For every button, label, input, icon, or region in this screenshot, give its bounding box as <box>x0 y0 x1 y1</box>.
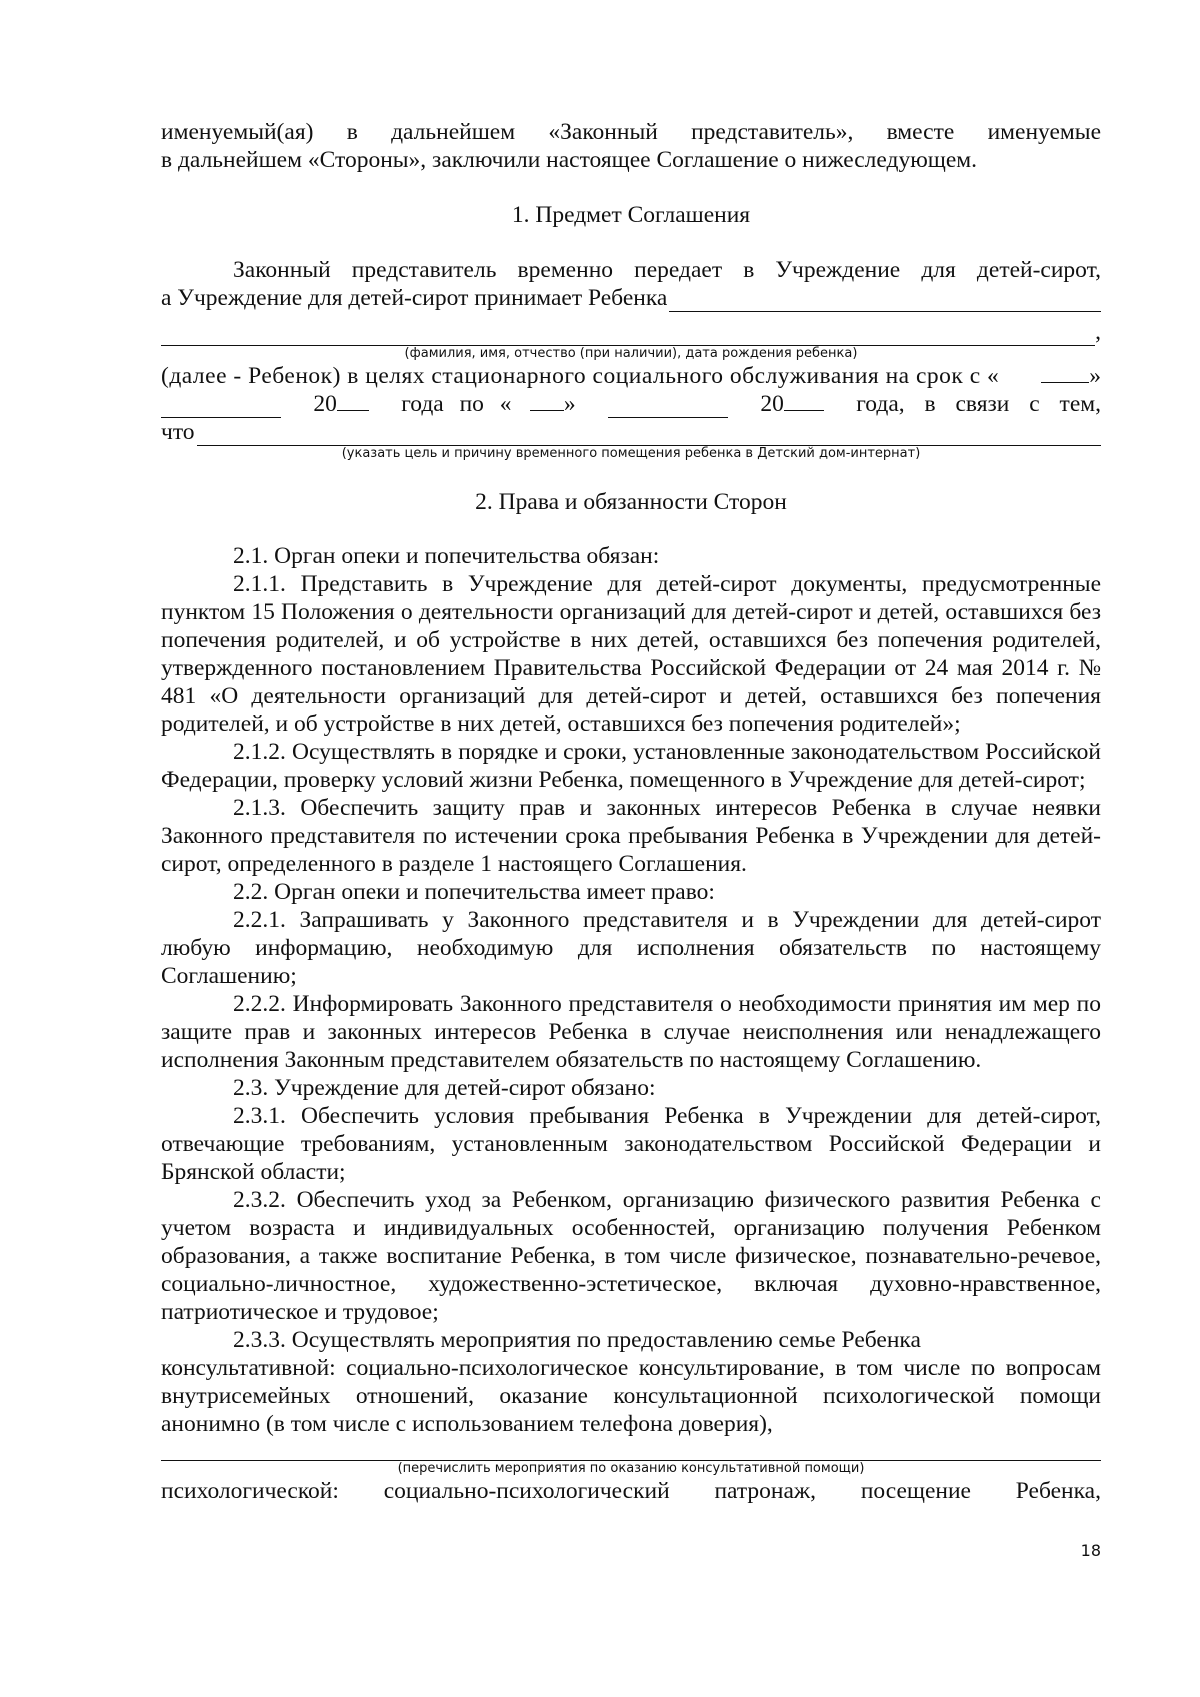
term-start-year-prefix: 20 <box>313 391 337 417</box>
term-end-day-blank <box>530 390 564 411</box>
term-end-month-blank <box>608 397 728 418</box>
clause-2-2-2: 2.2.2. Информировать Законного представителя о необходимости принятия им мер по защите прав и законных интересов Ребенка в случае неисполнения или ненадлежащего исполнения Законным представителем обязательств по настоящему Соглашению. <box>161 991 1101 1073</box>
term-start-month-blank <box>161 397 281 418</box>
child-name-comma: , <box>1095 319 1101 345</box>
term-start-year-blank <box>337 390 369 411</box>
term-start-day-blank <box>1041 362 1089 383</box>
clause-2-1-2: 2.1.2. Осуществлять в порядке и сроки, установленные законодательством Российской Федерации, проверку условий жизни Ребенка, помещенного в Учреждение для детей-сирот; <box>161 739 1101 793</box>
caption-child-name: (фамилия, имя, отчество (при наличии), дата рождения ребенка) <box>404 346 858 361</box>
term-line-1-text: (далее - Ребенок) в целях стационарного социального обслуживания на срок с « <box>161 363 1000 389</box>
section-1-p1-line-1: Законный представитель временно передает в Учреждение для детей-сирот, <box>233 257 1101 283</box>
page-number: 18 <box>1080 1541 1101 1560</box>
child-name-blank <box>669 289 1101 312</box>
child-name-blank-2 <box>161 323 1095 346</box>
child-name-row-2 <box>161 318 1101 346</box>
reason-row <box>161 418 1101 446</box>
caption-consult-measures: (перечислить мероприятия по оказанию консультативной помощи) <box>397 1461 865 1476</box>
clause-2-3-1: 2.3.1. Обеспечить условия пребывания Ребенка в Учреждении для детей-сирот, отвечающие требованиям, установленным законодательством Российской Федерации и Брянской области; <box>161 1103 1101 1185</box>
section-2-heading: 2. Права и обязанности Сторон <box>475 489 787 515</box>
term-end-day-close: » <box>563 391 576 417</box>
section-1-p1-line-2: а Учреждение для детей-сирот принимает Ребенка <box>161 285 668 311</box>
psych-line: психологической: социально-психологический патронаж, посещение Ребенка, <box>161 1478 1101 1504</box>
clause-2-1-1: 2.1.1. Представить в Учреждение для детей-сирот документы, предусмотренные пунктом 15 Положения о деятельности организаций для детей-сирот и детей, оставшихся без попечения родителей, и об устройстве в них детей, оставшихся без попечения родителей, утвержденного постановлением Правительства Российской Федерации от 24 мая 2014 г. № 481 «О деятельности организаций для детей-сирот и детей, оставшихся без попечения родителей, и об устройстве в них детей, оставшихся без попечения родителей»; <box>161 571 1101 737</box>
term-end-text: года, в связи с тем, <box>856 391 1101 417</box>
clause-2-1-3: 2.1.3. Обеспечить защиту прав и законных интересов Ребенка в случае неявки Законного представителя по истечении срока пребывания Ребенка в Учреждении для детей-сирот, определенного в разделе 1 настоящего Соглашения. <box>161 795 1101 877</box>
caption-reason: (указать цель и причину временного помещения ребенка в Детский дом-интернат) <box>341 446 921 461</box>
clause-2-3-2: 2.3.2. Обеспечить уход за Ребенком, организацию физического развития Ребенка с учетом возраста и индивидуальных особенностей, организацию получения Ребенком образования, а также воспитание Ребенка, в том числе физическое, познавательно-речевое, социально-личностное, художественно-эстетическое, включая духовно-нравственное, патриотическое и трудовое; <box>161 1187 1101 1325</box>
document-body <box>161 118 1101 1505</box>
clause-2-1: 2.1. Орган опеки и попечительства обязан: <box>233 543 660 569</box>
term-end-year-prefix: 20 <box>760 391 784 417</box>
intro-line-2: в дальнейшем «Стороны», заключили настоящее Соглашение о нижеследующем. <box>161 147 978 173</box>
clause-2-2-1: 2.2.1. Запрашивать у Законного представителя и в Учреждении для детей-сирот любую информацию, необходимую для исполнения обязательств по настоящему Соглашению; <box>161 907 1101 989</box>
term-start-day-close: » <box>1089 363 1101 389</box>
term-row-2 <box>161 390 1101 418</box>
clause-2-3: 2.3. Учреждение для детей-сирот обязано: <box>233 1075 656 1101</box>
term-goda-po: года по « <box>401 391 512 417</box>
term-end-year-blank <box>784 390 824 411</box>
reason-blank <box>197 423 1101 446</box>
reason-chto: что <box>161 419 195 445</box>
clause-2-3-3-line-1: 2.3.3. Осуществлять мероприятия по предоставлению семье Ребенка <box>233 1327 921 1353</box>
consult-measures-blank <box>161 1438 1101 1461</box>
section-1-heading: 1. Предмет Соглашения <box>511 202 751 228</box>
clause-2-3-3-rest: консультативной: социально-психологическое консультирование, в том числе по вопросам внутрисемейных отношений, оказание консультационной психологической помощи анонимно (в том числе с использованием телефона доверия), <box>161 1355 1101 1437</box>
intro-line-1: именуемый(ая) в дальнейшем «Законный представитель», вместе именуемые <box>161 119 1101 145</box>
child-name-row <box>161 284 1101 312</box>
clause-2-2: 2.2. Орган опеки и попечительства имеет право: <box>233 879 715 905</box>
term-row-1 <box>161 362 1101 390</box>
